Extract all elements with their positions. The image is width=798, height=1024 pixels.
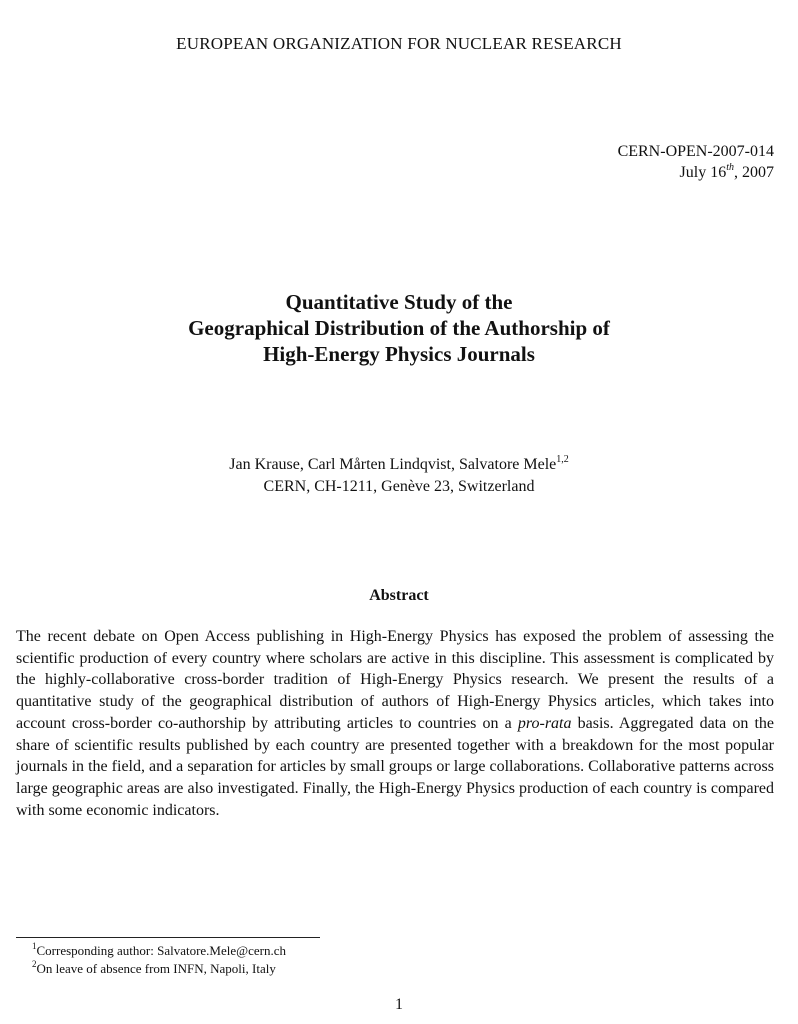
- paper-title: [0, 289, 798, 367]
- author-names: [0, 454, 798, 476]
- abstract-body: [16, 626, 774, 821]
- report-date-suffix: , 2007: [734, 164, 774, 181]
- abstract-heading: Abstract: [369, 587, 429, 604]
- abstract-text-2: basis. Aggregated data on the share of scientific results published by each country are presented together with a breakdown for the most popular journals in the field, and a separation for articles by small groups or large collaborations. Collaborative patterns across large geographic areas are also investigated. Finally, the High-Energy Physics production of each country is compared with some economic indicators.: [16, 714, 774, 819]
- abstract-italic: pro-rata: [517, 714, 572, 732]
- footnote-1-text: Corresponding author: Salvatore.Mele@cern.ch: [36, 943, 287, 958]
- title-line-2: Geographical Distribution of the Authorship of: [188, 316, 610, 340]
- abstract-text-1: The recent debate on Open Access publishing in High-Energy Physics has exposed the problem of assessing the scientific production of every country where scholars are active in this discipline. This assessment is complicated by the highly-collaborative cross-border tradition of High-Energy Physics research. We present the results of a quantitative study of the geographical distribution of authors of High-Energy Physics articles, which takes into account cross-border co-authorship by attributing articles to countries on a: [16, 628, 774, 732]
- footnote-2: [32, 960, 286, 978]
- report-number: CERN-OPEN-2007-014: [617, 143, 774, 160]
- report-date-sup: th: [726, 161, 734, 173]
- report-info: [618, 141, 774, 183]
- title-line-1: Quantitative Study of the: [285, 290, 513, 314]
- author-block: [0, 454, 798, 498]
- footnotes: [32, 942, 286, 978]
- footnote-2-text: On leave of absence from INFN, Napoli, Italy: [36, 961, 276, 976]
- footnote-1-mark: 1: [32, 940, 37, 951]
- report-date-prefix: July 16: [679, 164, 727, 181]
- footnote-1: [32, 942, 286, 960]
- organization-header: EUROPEAN ORGANIZATION FOR NUCLEAR RESEARCH: [176, 34, 622, 53]
- title-line-3: High-Energy Physics Journals: [263, 342, 535, 366]
- author-affiliation: CERN, CH-1211, Genève 23, Switzerland: [263, 478, 535, 495]
- author-footnote-marks: 1,2: [556, 453, 569, 465]
- footnote-2-mark: 2: [32, 958, 37, 969]
- author-names-text: Jan Krause, Carl Mårten Lindqvist, Salvatore Mele: [229, 456, 557, 473]
- page-number: 1: [395, 996, 403, 1013]
- footnote-divider: [16, 937, 320, 938]
- report-date: [618, 162, 774, 183]
